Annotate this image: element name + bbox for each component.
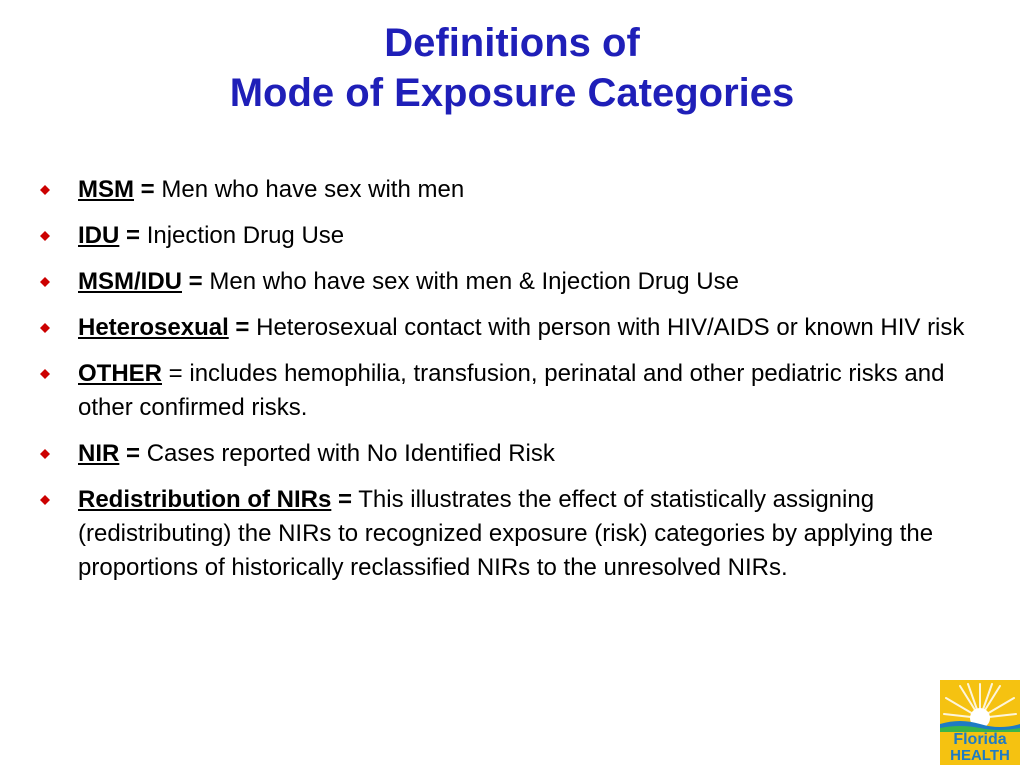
definition-term: Heterosexual — [78, 314, 229, 341]
definition-separator: = — [126, 440, 141, 467]
definition-separator: = — [140, 176, 155, 203]
definition-term: IDU — [78, 222, 120, 249]
florida-health-sun-logo — [940, 680, 1020, 765]
definition-text: Men who have sex with men — [161, 176, 465, 203]
red-diamond-icon — [40, 323, 50, 333]
definition-item-nir — [40, 437, 970, 471]
definition-term: NIR — [78, 440, 120, 467]
red-diamond-icon — [40, 369, 50, 379]
definition-term: MSM/IDU — [78, 268, 182, 295]
logo-word-florida: Florida — [953, 731, 1007, 748]
definition-text: Men who have sex with men & Injection Drug Use — [209, 268, 739, 295]
red-diamond-icon — [40, 231, 50, 241]
definition-term: OTHER — [78, 360, 162, 387]
definition-item-other — [40, 357, 970, 425]
definition-text: includes hemophilia, transfusion, perinatal and other pediatric risks and other confirmed risks. — [78, 360, 945, 421]
red-diamond-icon — [40, 495, 50, 505]
definition-text: Heterosexual contact with person with HIV/AIDS or known HIV risk — [256, 314, 965, 341]
red-diamond-icon — [40, 185, 50, 195]
definition-item-redistribution — [40, 483, 970, 585]
definition-separator: = — [235, 314, 250, 341]
definition-separator: = — [126, 222, 141, 249]
red-diamond-icon — [40, 449, 50, 459]
definition-separator: = — [168, 360, 183, 387]
definitions-list — [40, 173, 970, 597]
definition-separator: = — [338, 486, 353, 513]
florida-health-logo — [940, 680, 1020, 765]
definition-item-msm — [40, 173, 970, 207]
red-diamond-icon — [40, 277, 50, 287]
definition-term: MSM — [78, 176, 134, 203]
definition-term: Redistribution of NIRs — [78, 486, 332, 513]
definition-text: Cases reported with No Identified Risk — [146, 440, 555, 467]
definition-text: This illustrates the effect of statistically assigning (redistributing) the NIRs to recognized exposure (risk) categories by applying the proportions of historically reclassified NIRs to the unresolved NIRs. — [78, 486, 934, 581]
logo-word-health: HEALTH — [950, 747, 1010, 764]
definition-item-heterosexual — [40, 311, 970, 345]
slide-title — [0, 18, 1024, 118]
definition-item-idu — [40, 219, 970, 253]
title-line-2: Mode of Exposure Categories — [229, 71, 795, 115]
definition-text: Injection Drug Use — [146, 222, 345, 249]
title-line-1: Definitions of — [384, 21, 640, 65]
definition-separator: = — [188, 268, 203, 295]
definition-item-msm-idu — [40, 265, 970, 299]
